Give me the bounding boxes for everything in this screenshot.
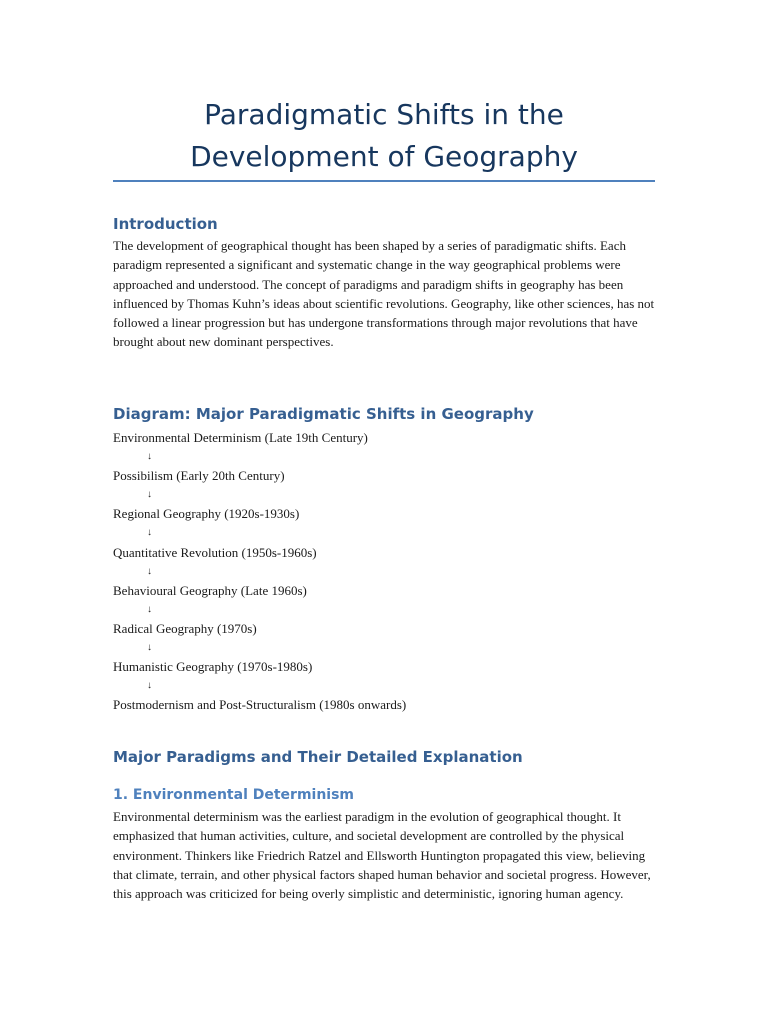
down-arrow-icon: ↓ <box>147 565 152 577</box>
diagram-item-environmental-determinism: Environmental Determinism (Late 19th Century) <box>113 430 368 445</box>
diagram-item-radical-geography: Radical Geography (1970s) <box>113 620 257 636</box>
diagram-item-regional-geography: Regional Geography (1920s-1930s) <box>113 506 300 522</box>
down-arrow-icon: ↓ <box>147 527 152 539</box>
down-arrow-icon: ↓ <box>147 641 152 653</box>
environmental-determinism-heading: 1. Environmental Determinism <box>113 787 355 803</box>
document-title: Paradigmatic Shifts in the Development of Geography <box>190 98 578 173</box>
down-arrow-icon: ↓ <box>147 603 152 615</box>
diagram-item-postmodernism: Postmodernism and Post-Structuralism (1980s onwards) <box>113 697 407 713</box>
diagram-item-possibilism: Possibilism (Early 20th Century) <box>113 468 285 484</box>
diagram-heading: Diagram: Major Paradigmatic Shifts in Geography <box>113 405 534 423</box>
environmental-determinism-paragraph: Environmental determinism was the earliest paradigm in the evolution of geographical thought. It emphasized that human activities, culture, and societal development are controlled by the physical environment. Thinkers like Friedrich Ratzel and Ellsworth Huntington propagated this view, believing that climate, terrain, and other physical factors shaped human behavior and societal progress. However, this approach was criticized for being overly simplistic and deterministic, ignoring human agency. <box>113 809 651 902</box>
introduction-heading: Introduction <box>113 215 218 233</box>
introduction-paragraph: The development of geographical thought has been shaped by a series of paradigmatic shifts. Each paradigm represented a significant and systematic change in the way geographical problems were approached and understood. The concept of paradigms and paradigm shifts in geography has been influenced by Thomas Kuhn’s ideas about scientific revolutions. Geography, like other sciences, has not followed a linear progression but has undergone transformations through major revolutions that have brought about new dominant perspectives. <box>113 238 655 350</box>
diagram-item-humanistic-geography: Humanistic Geography (1970s-1980s) <box>113 659 313 675</box>
diagram-item-quantitative-revolution: Quantitative Revolution (1950s-1960s) <box>113 544 317 560</box>
down-arrow-icon: ↓ <box>147 680 152 692</box>
paradigm-shift-diagram <box>113 428 655 714</box>
title-underline <box>113 180 655 182</box>
down-arrow-icon: ↓ <box>147 489 152 501</box>
down-arrow-icon: ↓ <box>147 451 152 462</box>
diagram-item-behavioural-geography: Behavioural Geography (Late 1960s) <box>113 582 307 598</box>
major-paradigms-heading: Major Paradigms and Their Detailed Explanation <box>113 748 523 766</box>
